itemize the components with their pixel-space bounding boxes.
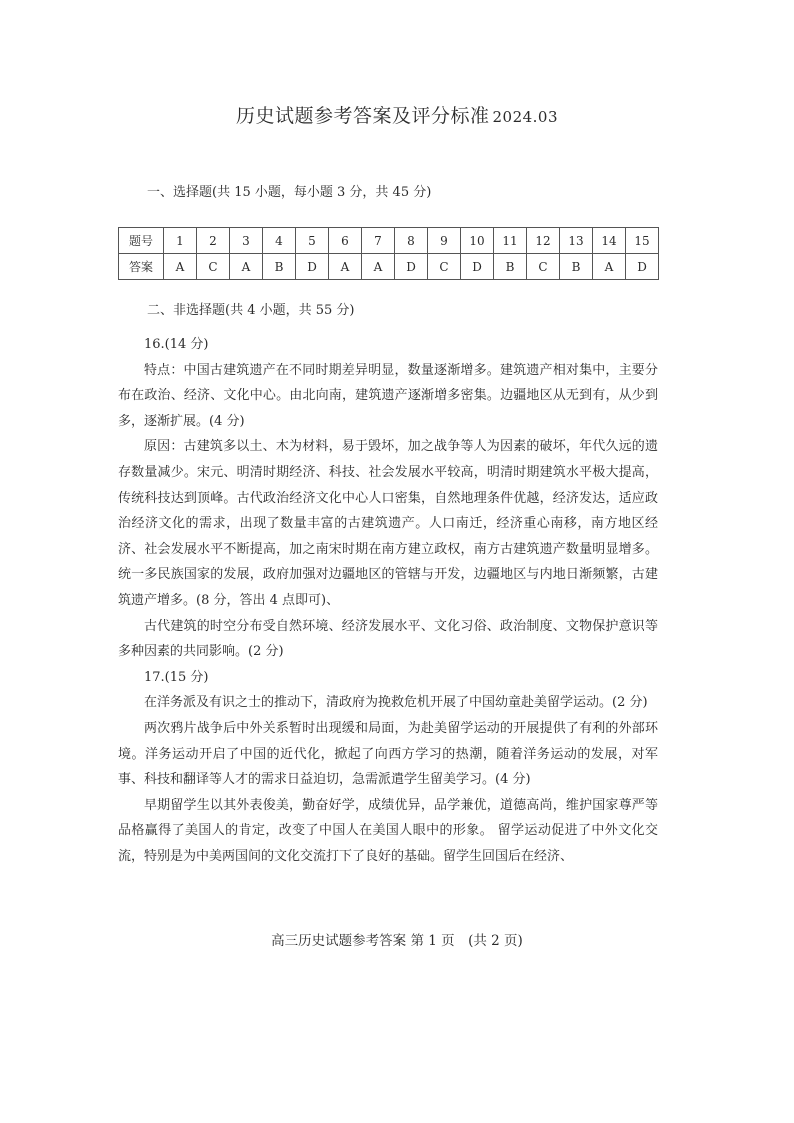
title-date: 2024.03 bbox=[492, 108, 559, 126]
answer-cell: B bbox=[494, 254, 527, 280]
question-number-cell: 4 bbox=[263, 228, 296, 254]
answer-cell: D bbox=[395, 254, 428, 280]
answer-cell: A bbox=[329, 254, 362, 280]
answer-cell: A bbox=[593, 254, 626, 280]
answer-body bbox=[118, 332, 658, 869]
question-number-cell: 7 bbox=[362, 228, 395, 254]
question-number-cell: 10 bbox=[461, 228, 494, 254]
section-choice-heading: 一、选择题(共 15 小题，每小题 3 分，共 45 分) bbox=[147, 185, 432, 200]
section-nonchoice-heading: 二、非选择题(共 4 小题，共 55 分) bbox=[147, 303, 355, 318]
q16-heading: 16.(14 分) bbox=[144, 337, 209, 352]
q16-conclusion: 古代建筑的时空分布受自然环境、经济发展水平、文化习俗、政治制度、文物保护意识等多种因素的共同影响。(2 分) bbox=[118, 618, 658, 660]
q16-reasons: 原因：古建筑多以土、木为材料，易于毁坏，加之战争等人为因素的破坏，年代久远的遗存数量减少。宋元、明清时期经济、科技、社会发展水平较高，明清时期建筑水平极大提高，传统科技达到顶峰。古代政治经济文化中心人口密集，自然地理条件优越，经济发达，适应政治经济文化的需求，出现了数量丰富的古建筑遗产。人口南迁，经济重心南移，南方地区经济、社会发展水平不断提高，加之南宋时期在南方建立政权，南方古建筑遗产数量明显增多。统一多民族国家的发展，政府加强对边疆地区的管辖与开发，边疆地区与内地日渐频繁，古建筑遗产增多。(8 分，答出 4 点即可)、 bbox=[118, 439, 658, 608]
answer-cell: B bbox=[560, 254, 593, 280]
question-number-cell: 5 bbox=[296, 228, 329, 254]
q16-characteristics: 特点：中国古建筑遗产在不同时期差异明显，数量逐渐增多。建筑遗产相对集中，主要分布在政治、经济、文化中心。由北向南，建筑遗产逐渐增多密集。边疆地区从无到有，从少到多，逐渐扩展。(4 分) bbox=[118, 362, 658, 429]
q17-conditions: 两次鸦片战争后中外关系暂时出现缓和局面，为赴美留学运动的开展提供了有利的外部环境。洋务运动开启了中国的近代化，掀起了向西方学习的热潮，随着洋务运动的发展，对军事、科技和翻译等人才的需求日益迫切，急需派遣学生留美学习。(4 分) bbox=[118, 720, 658, 788]
table-row-answers bbox=[119, 254, 659, 280]
answer-cell: B bbox=[263, 254, 296, 280]
question-number-cell: 8 bbox=[395, 228, 428, 254]
answer-cell: C bbox=[197, 254, 230, 280]
answer-table bbox=[118, 227, 659, 280]
answer-cell: C bbox=[527, 254, 560, 280]
row-label-answer: 答案 bbox=[119, 254, 164, 280]
question-number-cell: 11 bbox=[494, 228, 527, 254]
page-footer: 高三历史试题参考答案 第 1 页 (共 2 页) bbox=[271, 933, 523, 949]
answer-cell: A bbox=[230, 254, 263, 280]
document-title bbox=[0, 101, 794, 128]
question-number-cell: 9 bbox=[428, 228, 461, 254]
answer-cell: D bbox=[461, 254, 494, 280]
answer-cell: C bbox=[428, 254, 461, 280]
question-number-cell: 15 bbox=[626, 228, 659, 254]
table-row-numbers bbox=[119, 228, 659, 254]
answer-cell: A bbox=[164, 254, 197, 280]
question-number-cell: 13 bbox=[560, 228, 593, 254]
answer-cell: D bbox=[626, 254, 659, 280]
question-number-cell: 6 bbox=[329, 228, 362, 254]
title-text: 历史试题参考答案及评分标准 bbox=[235, 105, 490, 127]
row-label-question-number: 题号 bbox=[119, 228, 164, 254]
question-number-cell: 12 bbox=[527, 228, 560, 254]
answer-cell: A bbox=[362, 254, 395, 280]
q17-background: 在洋务派及有识之士的推动下，清政府为挽救危机开展了中国幼童赴美留学运动。(2 分) bbox=[144, 695, 648, 711]
question-number-cell: 2 bbox=[197, 228, 230, 254]
question-number-cell: 14 bbox=[593, 228, 626, 254]
question-number-cell: 3 bbox=[230, 228, 263, 254]
question-number-cell: 1 bbox=[164, 228, 197, 254]
answer-cell: D bbox=[296, 254, 329, 280]
q17-heading: 17.(15 分) bbox=[144, 669, 209, 685]
q17-impact: 早期留学生以其外表俊美，勤奋好学，成绩优异，品学兼优，道德高尚，维护国家尊严等品格赢得了美国人的肯定，改变了中国人在美国人眼中的形象。 留学运动促进了中外文化交流，特别是为中美两国间的文化交流打下了良好的基础。留学生回国后在经济、 bbox=[118, 797, 658, 864]
